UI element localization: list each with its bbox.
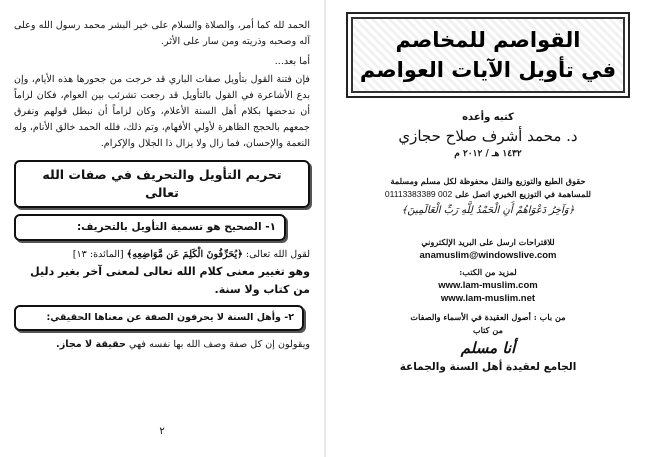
closing-quote: ﴿وَآخِرُ دَعْوَاهُمْ أَنِ الْحَمْدُ لِلَّهِ رَبِّ الْعَالَمِينَ﴾ <box>401 205 575 216</box>
point2-paragraph <box>14 337 310 353</box>
footer-text: الجامع لعقيدة أهل السنة والجماعة <box>399 361 577 373</box>
section-title-box <box>14 160 310 208</box>
website-link-1[interactable]: www.lam-muslim.com <box>438 280 538 291</box>
section-title: تحريم التأويل والتحريف في صفات الله تعالى <box>42 167 282 200</box>
bold-statement: وهو تغيير معنى كلام الله تعالى لمعنى آخر بغير دليل من كتاب ولا سنة. <box>30 265 310 296</box>
intro-text: الحمد لله كما أمر، والصلاة والسلام على خير البشر محمد رسول الله وعلى آله وصحبه وذريته ومن سار على الأثر. <box>14 20 310 47</box>
written-by-label: كتبه وأعده <box>462 112 514 123</box>
quran-citation <box>14 247 310 263</box>
quran-verse: ﴿يُحَرِّفُونَ الْكَلِمَ عَن مَّوَاضِعِهِ﴾ <box>126 249 243 260</box>
quran-ref: [المائدة: ١٣] <box>72 249 124 260</box>
publish-date: ١٤٣٢ هـ / ٢٠١٢ م <box>454 149 522 159</box>
rights-line-2 <box>340 188 636 201</box>
more-books-label: لمزيد من الكتب: <box>459 267 517 277</box>
main-paragraph: فإن فتنة القول بتأويل صفات الباري قد خرجت من جحورها هذه الأيام، وإن بدع الأشاعرة في القول بالتأويل قد رجعت تشرئب بين العوام، فكان لزاماً أن ندحضها بكلام أهل السنة الأعلام، وكان لزاماً أن نبطل قولهم ونفرق جمعهم بالحجج الظاهرة لأولي الأفهام، وتم ذلك، فلله الحمد خالق الأنام، وله النعمة والإحسان، فما زال ولا يزال ذا الجلال والإكرام. <box>14 74 310 149</box>
book-name: أنا مسلم <box>460 339 516 357</box>
right-page <box>326 0 650 457</box>
author-name: د. محمد أشرف صلاح حجازي <box>398 127 578 145</box>
rights-line-1: حقوق الطبع والتوزيع والنقل محفوظة لكل مسلم ومسلمة <box>390 176 586 186</box>
rights-call-text: للمساهمة في التوزيع الخيري اتصل على <box>455 189 592 199</box>
phone-number: 002 01113383389 <box>384 189 453 199</box>
amma-bad: أما بعد... <box>274 56 310 67</box>
point1-title: ١- الصحيح هو تسمية التأويل بالتحريف: <box>76 221 276 233</box>
point2-bold: حقيقة لا مجاز. <box>56 339 126 350</box>
title-line-2: في تأويل الآيات العواصم <box>359 58 617 82</box>
title-ornament <box>351 17 625 93</box>
from-book-label: من كتاب <box>472 325 504 335</box>
quran-intro: لقول الله تعالى: <box>245 249 310 260</box>
title-frame <box>346 12 630 98</box>
series-label: من باب : أصول العقيدة في الأسماء والصفات <box>410 312 566 322</box>
left-page <box>0 0 324 457</box>
point2-title: ٢- وأهل السنة لا يحرفون الصفة عن معناها الحقيقي: <box>46 312 294 323</box>
page-number: ٢ <box>159 426 165 437</box>
email-link[interactable]: anamuslim@windowslive.com <box>419 250 557 261</box>
title-line-1: القواصم للمخاصم <box>395 28 581 52</box>
suggestions-label: للاقتراحات ارسل على البريد الإلكتروني <box>421 237 555 247</box>
point2-box <box>14 305 304 331</box>
website-link-2[interactable]: www.lam-muslim.net <box>440 293 536 304</box>
point1-box <box>14 214 286 241</box>
point2-text: ويقولون إن كل صفة وصف الله بها نفسه فهي <box>129 339 310 350</box>
